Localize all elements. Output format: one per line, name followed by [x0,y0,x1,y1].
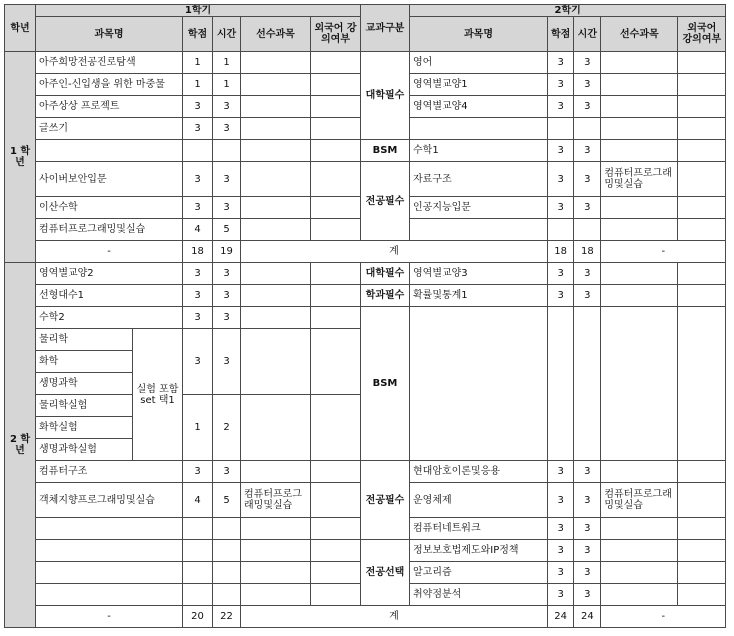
hours: 3 [574,162,601,197]
foreign [311,197,361,219]
prereq [241,162,311,197]
hours [574,118,601,140]
prereq [241,562,311,584]
sem1-total-label: - [36,606,183,628]
foreign [678,518,726,540]
prereq [241,461,311,483]
foreign [678,74,726,96]
hours: 3 [574,483,601,518]
category-bsm: BSM [361,307,410,461]
prereq [241,307,311,329]
credit: 1 [183,52,213,74]
course-name: 인공지능입문 [410,197,548,219]
total-hours: 24 [574,606,601,628]
prereq [601,584,678,606]
prereq [601,518,678,540]
course-name: 물리학실험 [36,395,133,417]
prereq [241,52,311,74]
foreign [678,197,726,219]
foreign [678,461,726,483]
total-hours: 22 [213,606,241,628]
category-core: 대학필수 [361,263,410,285]
hours: 3 [574,562,601,584]
prereq [601,307,678,461]
prereq: 컴퓨터프로그래밍및실습 [601,483,678,518]
curriculum-table [4,4,726,628]
course-name: 아주상상 프로젝트 [36,96,183,118]
hours: 3 [213,263,241,285]
credit: 3 [548,96,574,118]
foreign [311,562,361,584]
foreign [311,52,361,74]
course-name: 이산수학 [36,197,183,219]
prereq-header: 선수과목 [241,17,311,52]
course-name [36,140,183,162]
foreign [678,285,726,307]
course-name: 영역별교양1 [410,74,548,96]
hours: 3 [574,285,601,307]
hours: 3 [574,263,601,285]
course-name: 정보보호법제도와IP정책 [410,540,548,562]
total-label: 계 [241,241,548,263]
prereq [601,140,678,162]
category-major-elective: 전공선택 [361,540,410,606]
foreign [311,584,361,606]
credit: 3 [548,162,574,197]
credit: 3 [183,197,213,219]
category-dept-required: 학과필수 [361,285,410,307]
prereq-header: 선수과목 [601,17,678,52]
credit [548,118,574,140]
hours [213,584,241,606]
foreign-lang-header: 외국어 강의여부 [311,17,361,52]
course-name: 영역별교양3 [410,263,548,285]
course-name: 선형대수1 [36,285,183,307]
credit [548,307,574,461]
foreign [311,540,361,562]
credit: 3 [548,461,574,483]
foreign [678,219,726,241]
foreign [311,518,361,540]
course-name: 수학1 [410,140,548,162]
foreign [311,329,361,395]
hours: 3 [213,162,241,197]
prereq [241,118,311,140]
course-name: 화학 [36,351,133,373]
credit: 3 [548,562,574,584]
hours: 3 [213,461,241,483]
prereq [241,96,311,118]
credit-header: 학점 [548,17,574,52]
foreign [311,461,361,483]
prereq [601,562,678,584]
prereq [241,584,311,606]
credit [183,140,213,162]
prereq [601,540,678,562]
course-name: 확률및통계1 [410,285,548,307]
hours: 3 [574,584,601,606]
category-bsm: BSM [361,140,410,162]
course-name: 현대암호이론및응용 [410,461,548,483]
foreign [678,584,726,606]
hours: 3 [574,96,601,118]
prereq [241,140,311,162]
credit: 3 [183,285,213,307]
foreign [678,118,726,140]
hours [574,307,601,461]
foreign [311,307,361,329]
credit-header: 학점 [183,17,213,52]
credit: 3 [183,263,213,285]
course-name: 자료구조 [410,162,548,197]
foreign [678,263,726,285]
foreign [311,74,361,96]
hours: 3 [574,461,601,483]
course-name: 컴퓨터구조 [36,461,183,483]
grade-header: 학년 [5,5,36,52]
course-name: 글쓰기 [36,118,183,140]
prereq [241,540,311,562]
course-name: 아주희망전공진로탐색 [36,52,183,74]
course-name: 수학2 [36,307,183,329]
foreign [311,118,361,140]
course-name [36,562,183,584]
course-name: 컴퓨터프로그래밍및실습 [36,219,183,241]
course-name [36,518,183,540]
total-label: 계 [241,606,548,628]
course-name: 알고리즘 [410,562,548,584]
prereq [601,285,678,307]
credit: 3 [548,584,574,606]
prereq: 컴퓨터프로그래밍및실습 [601,162,678,197]
credit: 3 [548,285,574,307]
credit [183,518,213,540]
prereq [241,518,311,540]
category-major-required: 전공필수 [361,162,410,241]
total-credit: 24 [548,606,574,628]
credit: 3 [183,162,213,197]
course-name: 컴퓨터네트워크 [410,518,548,540]
course-name [36,584,183,606]
credit: 3 [183,329,213,395]
credit: 3 [548,140,574,162]
hours: 3 [574,540,601,562]
hours: 5 [213,483,241,518]
hours [213,540,241,562]
hours [213,140,241,162]
hours: 1 [213,52,241,74]
sem1-total-label: - [36,241,183,263]
course-name-header: 과목명 [36,17,183,52]
course-name: 영어 [410,52,548,74]
total-foreign: - [601,241,726,263]
credit: 3 [548,197,574,219]
credit [548,219,574,241]
course-name [36,540,183,562]
prereq [601,118,678,140]
category-core: 대학필수 [361,52,410,140]
hours [213,562,241,584]
credit: 3 [183,307,213,329]
hours: 3 [213,329,241,395]
foreign [678,562,726,584]
elective-note: 실험 포함 set 택1 [133,329,183,461]
credit: 1 [183,74,213,96]
foreign [311,162,361,197]
category-major-required: 전공필수 [361,461,410,540]
prereq [601,74,678,96]
year2-label: 2 학 년 [5,263,36,628]
credit: 3 [548,540,574,562]
total-credit: 20 [183,606,213,628]
credit: 3 [183,461,213,483]
course-name [410,307,548,461]
course-name: 운영체제 [410,483,548,518]
foreign [311,395,361,461]
foreign-lang-header: 외국어 강의여부 [678,17,726,52]
credit [183,540,213,562]
semester2-header: 2학기 [410,5,726,17]
total-credit: 18 [548,241,574,263]
credit: 3 [548,483,574,518]
total-credit: 18 [183,241,213,263]
hours: 3 [213,96,241,118]
course-name: 영역별교양4 [410,96,548,118]
hours: 3 [574,518,601,540]
prereq [601,197,678,219]
hours [213,518,241,540]
prereq: 컴퓨터프로그래밍및실습 [241,483,311,518]
foreign [678,52,726,74]
course-name-header: 과목명 [410,17,548,52]
prereq [601,219,678,241]
course-name: 아주인-신입생을 위한 마중물 [36,74,183,96]
prereq [241,74,311,96]
hours: 3 [574,74,601,96]
hours: 1 [213,74,241,96]
foreign [678,96,726,118]
prereq [241,219,311,241]
credit: 3 [548,74,574,96]
hours [574,219,601,241]
foreign [311,285,361,307]
foreign [311,263,361,285]
hours: 3 [213,307,241,329]
hours: 2 [213,395,241,461]
credit: 3 [548,518,574,540]
prereq [241,285,311,307]
hours: 5 [213,219,241,241]
hours: 3 [574,140,601,162]
course-name [410,219,548,241]
total-hours: 18 [574,241,601,263]
course-name: 취약점분석 [410,584,548,606]
credit: 4 [183,483,213,518]
hours-header: 시간 [574,17,601,52]
foreign [678,162,726,197]
foreign [678,540,726,562]
hours-header: 시간 [213,17,241,52]
foreign [678,483,726,518]
course-name [410,118,548,140]
foreign [678,140,726,162]
course-name: 물리학 [36,329,133,351]
total-hours: 19 [213,241,241,263]
foreign [311,483,361,518]
course-name: 객체지향프로그래밍및실습 [36,483,183,518]
prereq [601,96,678,118]
credit: 3 [548,263,574,285]
total-foreign: - [601,606,726,628]
prereq [241,197,311,219]
foreign [311,140,361,162]
course-name: 생명과학실험 [36,439,133,461]
credit: 3 [183,96,213,118]
hours: 3 [574,52,601,74]
foreign [311,219,361,241]
credit: 3 [548,52,574,74]
foreign [678,307,726,461]
prereq [601,52,678,74]
semester1-header: 1학기 [36,5,361,17]
prereq [601,263,678,285]
hours: 3 [213,118,241,140]
credit [183,584,213,606]
credit [183,562,213,584]
category-header: 교과구분 [361,5,410,52]
course-name: 사이버보안입문 [36,162,183,197]
credit: 1 [183,395,213,461]
prereq [601,461,678,483]
prereq [241,329,311,395]
credit: 4 [183,219,213,241]
hours: 3 [213,285,241,307]
prereq [241,263,311,285]
course-name: 생명과학 [36,373,133,395]
prereq [241,395,311,461]
credit: 3 [183,118,213,140]
course-name: 화학실험 [36,417,133,439]
year1-label: 1 학 년 [5,52,36,263]
foreign [311,96,361,118]
hours: 3 [574,197,601,219]
hours: 3 [213,197,241,219]
course-name: 영역별교양2 [36,263,183,285]
